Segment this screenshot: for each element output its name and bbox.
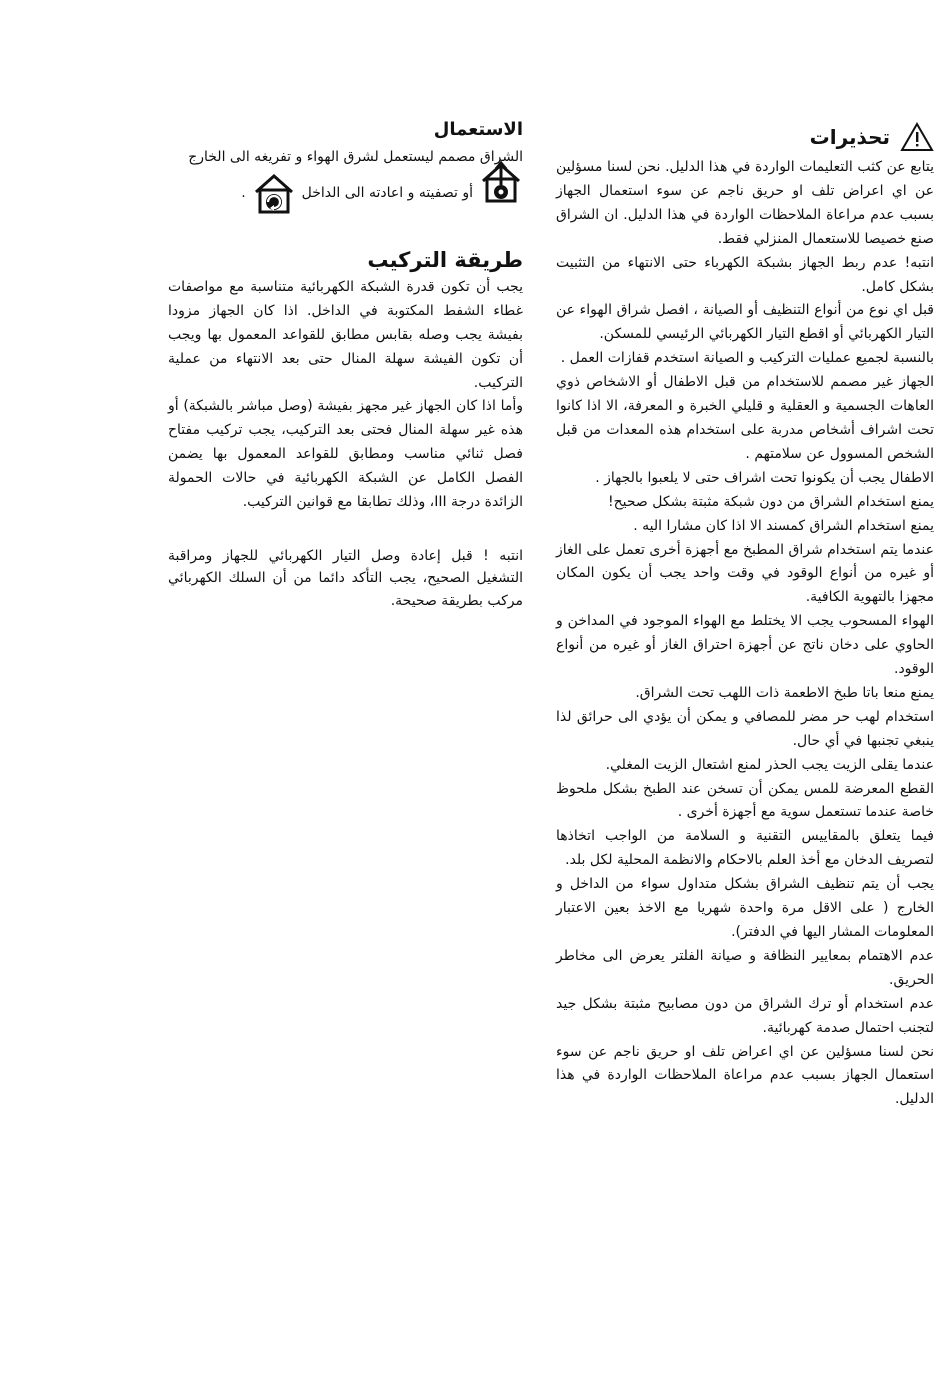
warning-paragraph: بالنسبة لجميع عمليات التركيب و الصيانة استخدم قفازات العمل . <box>560 350 934 367</box>
warning-paragraph: الجهاز غير مصمم للاستخدام من قبل الاطفال أو الاشخاص ذوي العاهات الجسمية و العقلية و قليلي الخبرة و المعرفة، الا اذا كانوا تحت اشراف أشخاص مدربة على استخدام هذه المعدات من قبل الشخص المسوول عن سلامتهم . <box>556 374 934 462</box>
usage-install-column <box>168 118 523 612</box>
warnings-title: تحذيرات <box>809 125 890 149</box>
warning-paragraph: يمنع استخدام الشراق كمسند الا اذا كان مشارا اليه . <box>633 517 934 534</box>
usage-line-exhaust <box>168 146 523 170</box>
warning-paragraph: استخدام لهب حر مضر للمصافي و يمكن أن يؤدي الى حرائق لذا ينبغي تجنبها في أي حال. <box>556 708 934 749</box>
warnings-heading <box>556 122 934 152</box>
warnings-column <box>556 118 934 1112</box>
warning-triangle-icon <box>900 122 934 152</box>
usage-heading: الاستعمال <box>433 119 523 140</box>
warning-paragraph: الاطفال يجب أن يكونوا تحت اشراف حتى لا يلعبوا بالجهاز . <box>595 469 934 486</box>
installation-paragraph: يجب أن تكون قدرة الشبكة الكهربائية متناسبة مع مواصفات غطاء الشفط المكتوبة في الداخل. اذا كان الجهاز مزودا بفيشة يجب وصله بقابس مطابق للقواعد المعمول بها ويجب أن تكون الفيشة سهلة المنال حتى بعد الانتهاء من عملية التركيب. <box>168 278 523 391</box>
warning-paragraph: يمنع استخدام الشراق من دون شبكة مثبتة بشكل صحيح! <box>608 493 934 510</box>
warning-paragraph: فيما يتعلق بالمقاييس التقنية و السلامة من الواجب اتخاذها لتصريف الدخان مع أخذ العلم بالاحكام والانظمة المحلية لكل بلد. <box>556 828 934 869</box>
warning-paragraph: القطع المعرضة للمس يمكن أن تسخن عند الطبخ بشكل ملحوظ خاصة عندما تستعمل سوية مع أجهزة أخرى . <box>556 780 934 821</box>
warning-paragraph: الهواء المسحوب يجب الا يختلط مع الهواء الموجود في المداخن و الحاوي على دخان ناتج عن أجهزة احتراق الغاز أو غيره من أنواع الوقود. <box>556 613 934 678</box>
warning-paragraph: انتبه! عدم ربط الجهاز بشبكة الكهرباء حتى الانتهاء من التثبيت بشكل كامل. <box>556 254 934 295</box>
warning-paragraph: يجب أن يتم تنظيف الشراق بشكل متداول سواء من الداخل و الخارج ( على الاقل مرة واحدة شهريا مع الاخذ بعين الاعتبار المعلومات المشار اليها في الدفتر). <box>556 876 934 940</box>
warning-paragraph: عدم استخدام أو ترك الشراق من دون مصابيح مثبتة بشكل جيد لتجنب احتمال صدمة كهربائية. <box>556 995 934 1036</box>
installation-note: انتبه ! قبل إعادة وصل التيار الكهربائي للجهاز ومراقبة التشغيل الصحيح، يجب التأكد دائما من أن السلك الكهربائي مركب بطريقة صحيحة. <box>168 547 523 609</box>
usage-line-dot: . <box>241 184 246 201</box>
warning-paragraph: نحن لسنا مسؤلين عن اي اعراض تلف او حريق ناجم عن سوء استعمال الجهاز بسبب عدم مراعاة الملاحظات الواردة في هذا الدليل. <box>556 1043 934 1108</box>
recirculation-mode-icon <box>252 172 296 216</box>
warning-paragraph: عندما يتم استخدام شراق المطبخ مع أجهزة أخرى تعمل على الغاز أو غيره من أنواع الوقود في وقت واحد يجب أن يكون المكان مجهزا بالتهوية الكافية. <box>556 541 934 606</box>
warning-paragraph: يمنع منعا باتا طبخ الاطعمة ذات اللهب تحت الشراق. <box>635 684 934 701</box>
section-spacer <box>168 515 523 545</box>
usage-text-recirculate: أو تصفيته و اعادته الى الداخل <box>301 184 473 201</box>
usage-text-exhaust: الشراق مصمم ليستعمل لشرق الهواء و تفريغه الى الخارج <box>188 149 523 165</box>
installation-heading: طريقة التركيب <box>367 247 523 272</box>
usage-modes-row <box>168 172 523 216</box>
warning-paragraph: قبل اي نوع من أنواع التنظيف أو الصيانة ، افصل شراق الهواء عن التيار الكهربائي أو اقطع التيار الكهربائي الرئيسي للمسكن. <box>556 302 934 343</box>
warning-paragraph: عدم الاهتمام بمعايير النظافة و صيانة الفلتر يعرض الى مخاطر الحريق. <box>556 947 934 988</box>
warning-paragraph: عندما يقلى الزيت يجب الحذر لمنع اشتعال الزيت المغلي. <box>605 756 934 773</box>
installation-paragraph: وأما اذا كان الجهاز غير مجهز بفيشة (وصل مباشر بالشبكة) أو هذه غير سهلة المنال فحتى بعد التركيب، يجب تركيب مفتاح فصل ثنائي مناسب ومطابق للقواعد المعمول بها يضمن الفصل الكامل عن الشبكة الكهربائية في حالات الحمولة الزائدة درجة III، وذلك تطابقا مع قوانين التركيب. <box>168 398 523 511</box>
warning-paragraph: يتابع عن كثب التعليمات الواردة في هذا الدليل. نحن لسنا مسؤلين عن اي اعراض تلف او حريق ناجم عن سوء استعمال الجهاز بسبب عدم مراعاة الملاحظات الواردة في هذا الدليل. ان الشراق صنع خصيصا للاستعمال المنزلي فقط. <box>556 159 934 247</box>
exhaust-mode-icon <box>479 161 523 205</box>
